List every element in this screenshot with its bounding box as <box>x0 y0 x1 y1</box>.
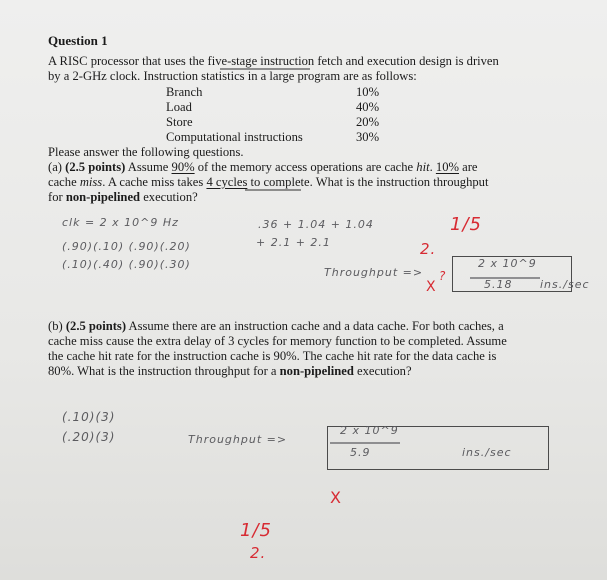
part-b-line-4 <box>48 365 412 378</box>
stat-label-branch: Branch <box>166 85 203 99</box>
part-b-nonpipelined: non-pipelined <box>279 364 354 378</box>
part-b-tail: Assume there are an instruction cache and a data cache. For both caches, a <box>126 319 504 333</box>
part-a-prefix: (a) <box>48 160 66 174</box>
stat-value-branch: 10% <box>356 85 380 99</box>
part-a-line-1 <box>48 161 478 174</box>
part-a-hit: hit <box>416 160 430 174</box>
part-b-80: 80%. What is the instruction throughput for a <box>48 364 280 378</box>
part-a-after-hit: . <box>429 160 436 174</box>
part-b-points: (2.5 points) <box>65 319 127 333</box>
handwriting-a-clk: clk = 2 x 10^9 Hz <box>62 216 179 229</box>
part-b-line-1 <box>48 320 504 333</box>
grading-mark-b-fraction: 1/5 <box>240 520 272 541</box>
part-a-mid: . A cache miss takes <box>102 175 207 189</box>
handwriting-a-units: ins./sec <box>540 278 590 291</box>
intro-line-1: A RISC processor that uses the five-stage instruction fetch and execution design is driven <box>48 54 499 68</box>
stat-value-computational: 30% <box>356 130 380 144</box>
handwriting-b-result-den: 5.9 <box>350 446 371 459</box>
annotation-underline-cycles <box>245 188 301 192</box>
handwriting-a-result-den: 5.18 <box>484 278 513 291</box>
part-a-miss: miss <box>79 175 103 189</box>
grading-mark-a-fraction: 1/5 <box>450 214 482 235</box>
part-a-tail2: to complete. What is the instruction throughput <box>247 175 489 189</box>
handwriting-a-result-num: 2 x 10^9 <box>478 257 537 270</box>
stat-label-load: Load <box>166 100 192 114</box>
handwriting-b-row1: (.10)(3) <box>62 410 116 424</box>
grading-mark-a-x: X <box>426 279 437 295</box>
stat-label-computational: Computational instructions <box>166 130 303 144</box>
handwriting-a-throughput: Throughput => <box>324 266 424 279</box>
intro-line-2: by a 2-GHz clock. Instruction statistics in a large program are as follows: <box>48 69 417 83</box>
part-a-cache: cache <box>48 175 80 189</box>
handwriting-b-throughput: Throughput => <box>188 433 288 446</box>
part-a-points: (2.5 points) <box>65 160 126 174</box>
stat-value-load: 40% <box>356 100 380 114</box>
part-a-are: are <box>458 160 478 174</box>
part-a-middle: Assume <box>125 160 172 174</box>
handwriting-a-sum1: .36 + 1.04 + 1.04 <box>258 218 374 231</box>
part-a-pct10: 10% <box>435 160 459 174</box>
handwriting-a-row2: (.10)(.40) (.90)(.30) <box>62 258 191 271</box>
handwriting-b-row2: (.20)(3) <box>62 430 116 444</box>
grading-mark-b-two: 2. <box>250 544 267 562</box>
grading-mark-a-question: ? <box>439 269 447 283</box>
grading-mark-a-two: 2. <box>420 240 437 258</box>
part-a-pct90: 90% <box>171 160 195 174</box>
handwriting-b-units: ins./sec <box>462 446 512 459</box>
stat-value-store: 20% <box>356 115 380 129</box>
grading-mark-b-x: X <box>330 488 342 507</box>
part-a-line-3 <box>48 191 198 204</box>
part-b-prefix: (b) <box>48 319 66 333</box>
handwriting-b-result-num: 2 x 10^9 <box>340 424 399 437</box>
handwriting-a-row1: (.90)(.10) (.90)(.20) <box>62 240 191 253</box>
please-line: Please answer the following questions. <box>48 145 244 159</box>
part-a-for: for <box>48 190 66 204</box>
stat-label-store: Store <box>166 115 193 129</box>
part-b-exec: execution? <box>353 364 412 378</box>
annotation-underline-five-stage <box>220 67 310 71</box>
fraction-bar-b <box>330 441 400 445</box>
part-a-exec: execution? <box>140 190 198 204</box>
handwriting-a-sum2: + 2.1 + 2.1 <box>256 236 331 249</box>
part-a-nonpipelined: non-pipelined <box>65 190 141 204</box>
part-a-cycles: 4 cycles <box>206 175 248 189</box>
part-b-line-2: cache miss cause the extra delay of 3 cycles for memory function to be completed. Assume <box>48 334 507 348</box>
part-b-line-3: the cache hit rate for the instruction cache is 90%. The cache hit rate for the data cache is <box>48 349 497 363</box>
part-a-tail: of the memory access operations are cache <box>194 160 417 174</box>
question-title: Question 1 <box>48 33 108 48</box>
